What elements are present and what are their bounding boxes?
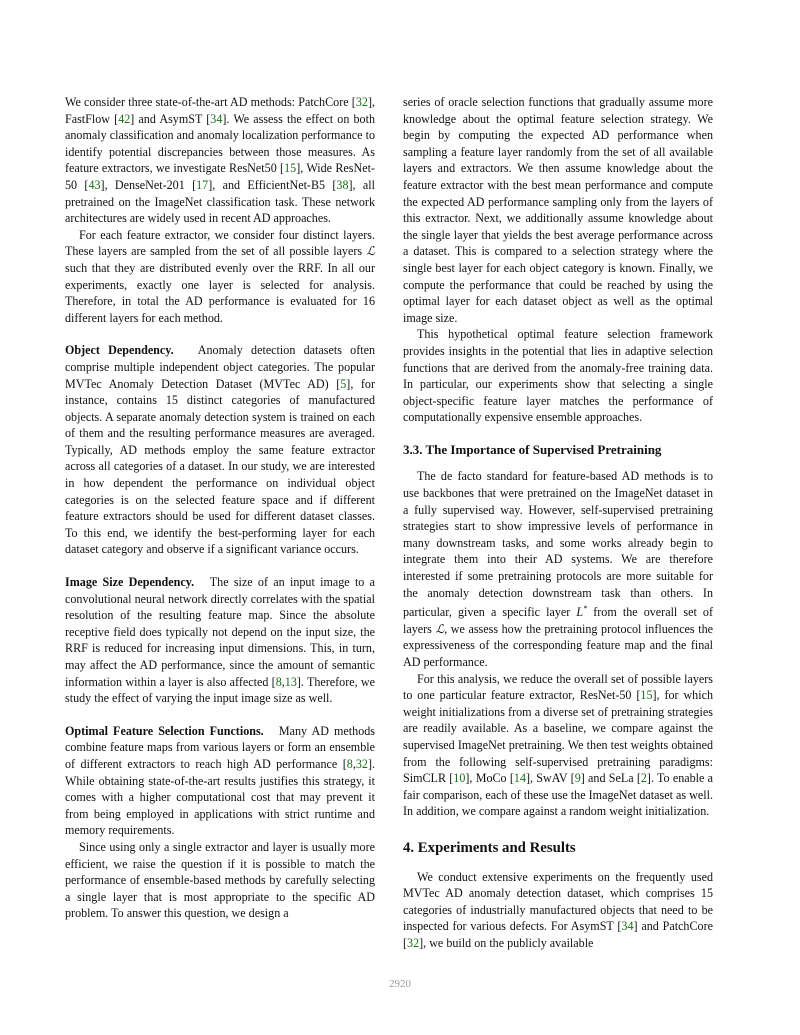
citation-link[interactable]: 9: [574, 771, 581, 786]
paragraph: The de facto standard for feature-based AD methods is to use backbones that were pretrained on the ImageNet dataset in a fully supervised way. However, self-supervised pretraining strategies start to show impressive levels of performance in many downstream tasks, and some works already begin to integrate them into their AD systems. We are therefore interested if some pretraining protocols are more suitable for the anomaly detection downstream task than others. In particular, given a specific layer L* from the overall set of layers ℒ, we assess how the pretraining protocol influences the expressiveness of the corresponding feature map and the final AD performance.: [403, 469, 713, 670]
paragraph: We conduct extensive experiments on the frequently used MVTec AD anomaly detection dataset, which comprises 15 categories of industrially manufactured objects that need to be inspected for various defects. For AsymST [34] and PatchCore [32], we build on the publicly available: [403, 869, 713, 950]
page-number: 2920: [389, 978, 411, 990]
citation-link[interactable]: 13: [284, 674, 297, 689]
paragraph-body: The size of an input image to a convolutional neural network directly correlates with the spatial resolution of the resulting feature map. Since the absolute receptive field does typically not depend on the input size, the RRF is reduced for increasing input dimensions. This, in turn, may affect the AD performance, since the amount of semantic information within a layer is also affected [8,13]. Therefore, we study the effect of varying the input image size as well.: [65, 575, 376, 706]
citation-link[interactable]: 10: [453, 771, 466, 786]
left-column: [65, 94, 375, 922]
citation-link[interactable]: 32: [355, 95, 368, 109]
paragraph: For this analysis, we reduce the overall set of possible layers to one particular feature extractor, ResNet-50 [15], for which weight initializations from a diverse set of pretraining strategies are readily available. As a baseline, we compare against the supervised ImageNet pretraining. We then test weights obtained from the following self-supervised pretraining paradigms: SimCLR [10], MoCo [14], SwAV [9] and SeLa [2]. To enable a fair comparison, each of these use the ImageNet dataset as well. In addition, we compare against a random weight initialization.: [403, 671, 714, 819]
citation-link[interactable]: 17: [196, 177, 209, 192]
run-in-heading: Optimal Feature Selection Functions.: [65, 723, 264, 738]
paragraph-object-dependency: [65, 342, 375, 558]
section-heading-4: 4. Experiments and Results: [403, 839, 576, 856]
citation-link[interactable]: 43: [88, 177, 101, 192]
citation-link[interactable]: 32: [407, 935, 420, 950]
paragraph-optimal-selection: [65, 723, 375, 839]
citation-link[interactable]: 15: [640, 688, 653, 703]
paragraph: Since using only a single extractor and layer is usually more efficient, we raise the question if it is possible to match the performance of ensemble-based methods by carefully selecting a single layer that is most appropriate to the specific AD problem. To answer this question, we design a: [65, 839, 375, 921]
citation-link[interactable]: 8: [275, 674, 282, 689]
citation-link[interactable]: 8: [346, 756, 353, 771]
section-heading-3-3: 3.3. The Importance of Supervised Pretraining: [403, 441, 662, 457]
math-symbol: L*: [576, 604, 588, 620]
paragraph: series of oracle selection functions that gradually assume more knowledge about the optimal feature selection strategy. We begin by computing the expected AD performance when sampling a feature layer randomly from the set of all available layers and extractors. We then assume knowledge about the feature extractor with the best mean performance and compute the expected AD performance sampling only from the layers of this extractor. Next, we additionally assume knowledge about the single layer that yields the best average performance across a dataset. This is compared to a selection strategy where the single best layer for each object category is known. Finally, we compute the performance that could be reached by using the optimal layer for each dataset object as well as the optimal image size.: [403, 95, 713, 325]
math-symbol: ℒ: [435, 621, 445, 636]
paragraph-body: Anomaly detection datasets often comprise multiple independent object categories. The popular MVTec Anomaly Detection Dataset (MVTec AD) [5], for instance, contains 15 distinct categories of manufactured objects. A separate anomaly detection system is trained on each of them and the resulting performance measures are averaged. Typically, AD methods employ the same feature extractor across all categories of a dataset. In our study, we are interested in how dependent the performance on individual object categories is on the selected feature space and if different feature extractors should be used for different dataset classes. To this end, we identify the best-performing layer for each dataset category and observe if a significant variance occurs.: [65, 343, 375, 557]
citation-link[interactable]: 15: [284, 161, 297, 176]
paragraph: This hypothetical optimal feature selection framework provides insights in the potential that lies in adaptive selection functions that are derived from the anomaly-free training data. In particular, our experiments show that selecting a single object-specific feature layer matches the performance of computationally expensive ensemble approaches.: [403, 327, 713, 425]
citation-link[interactable]: 34: [621, 919, 634, 934]
run-in-heading: Image Size Dependency.: [65, 575, 195, 590]
paragraph-image-size: [65, 574, 375, 707]
right-column: [403, 94, 713, 952]
citation-link[interactable]: 42: [118, 111, 131, 126]
citation-link[interactable]: 5: [340, 376, 347, 391]
paragraph: For each feature extractor, we consider four distinct layers. These layers are sampled from the set of all possible layers ℒ such that they are distributed evenly over the RRF. In all our experiments, exactly one layer is selected for analysis. Therefore, in total the AD performance is evaluated for 16 different layers for each method.: [65, 227, 375, 325]
run-in-heading: Object Dependency.: [65, 343, 174, 358]
citation-link[interactable]: 32: [355, 756, 368, 771]
paragraph: We consider three state-of-the-art AD methods: PatchCore [32], FastFlow [42] and AsymST [34]. We assess the effect on both anomaly classification and anomaly localization performance to identify potential discrepancies between those measures. As feature extractors, we investigate ResNet50 [15], Wide ResNet-50 [43], DenseNet-201 [17], and EfficientNet-B5 [38], all pretrained on the ImageNet classification task. These network architectures are widely used in recent AD approaches.: [65, 95, 375, 226]
citation-link[interactable]: 38: [336, 177, 349, 192]
citation-link[interactable]: 2: [640, 771, 647, 786]
citation-link[interactable]: 34: [210, 111, 223, 126]
citation-link[interactable]: 14: [513, 771, 526, 786]
paragraph-body: Many AD methods combine feature maps from various layers or form an ensemble of different extractors to reach high AD performance [8,32]. While obtaining state-of-the-art results justifies this strategy, it comes with a higher computational cost that may prevent it from being employed in applications with strict runtime and memory requirements.: [65, 723, 376, 838]
math-symbol: ℒ: [366, 244, 375, 259]
